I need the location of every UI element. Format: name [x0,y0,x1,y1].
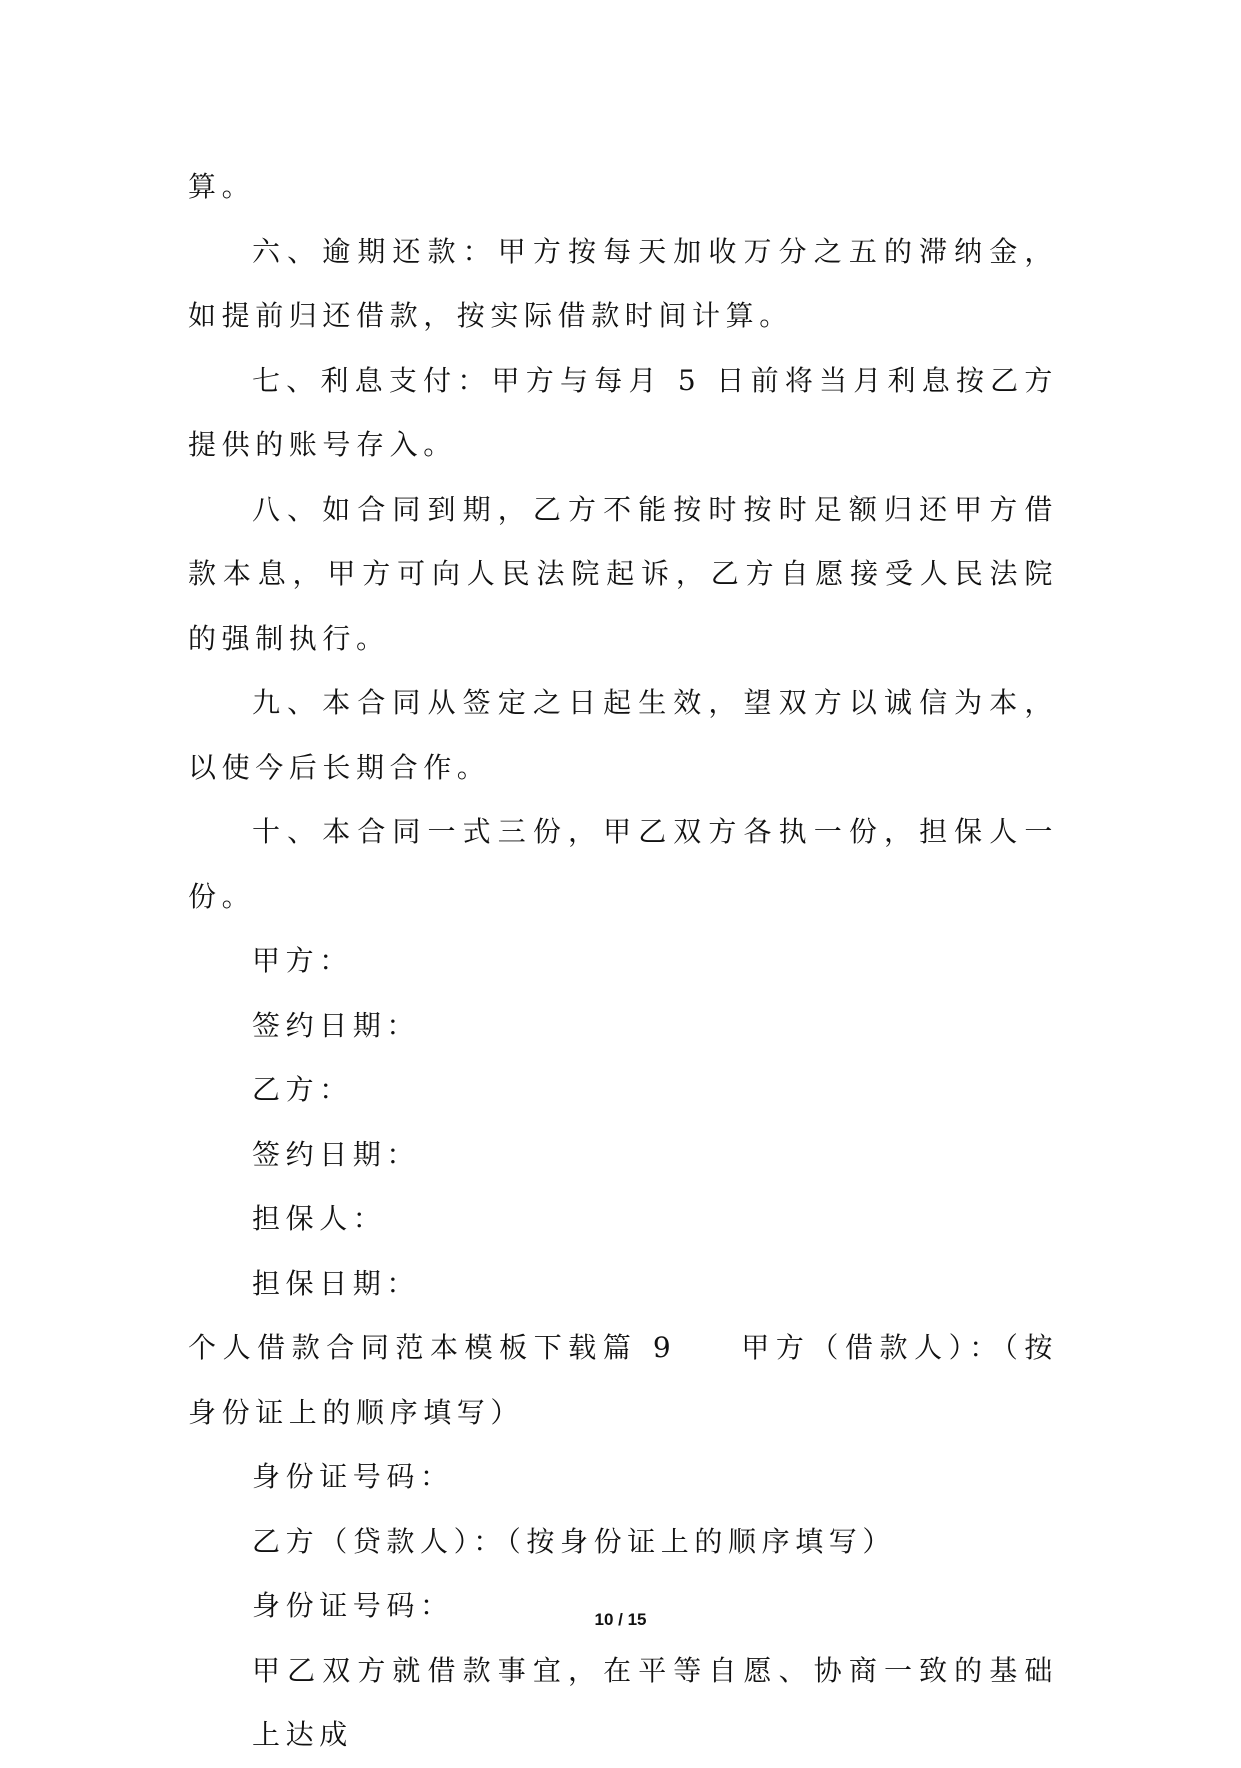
signature-line: 签约日期： [252,1008,421,1042]
signature-line: 担保日期： [252,1266,421,1300]
form-field-line: 乙方（贷款人）：（按身份证上的顺序填写） [252,1524,897,1558]
paragraph: 七、利息支付：甲方与每月 5 日前将当月利息按乙方提供的账号存入。 [188,363,1058,461]
signature-line: 甲方： [252,944,353,977]
form-field-line: 身份证号码： [252,1589,454,1622]
form-field-line: 身份证号码： [252,1460,454,1493]
paragraph: 甲乙双方就借款事宜，在平等自愿、协商一致的基础上达成 [252,1653,1058,1751]
document-body [188,155,1058,1768]
paragraph: 九、本合同从签定之日起生效，望双方以诚信为本，以使今后长期合作。 [188,686,1058,784]
paragraph: 八、如合同到期，乙方不能按时按时足额归还甲方借款本息，甲方可向人民法院起诉，乙方自愿接受人民法院的强制执行。 [188,492,1058,655]
signature-line: 签约日期： [252,1137,421,1171]
page-number: 10 / 15 [594,1610,647,1629]
party-a-line: 甲方（借款人）：（按身份证上的顺序填写） [188,1331,1058,1429]
paragraph: 十、本合同一式三份，甲乙双方各执一份，担保人一份。 [188,815,1058,913]
section-heading-paragraph [188,1316,1058,1445]
section-title: 个人借款合同范本模板下载篇 9 [188,1331,677,1364]
signature-line: 担保人： [252,1202,387,1235]
paragraph: 算。 [188,170,256,203]
paragraph: 六、逾期还款：甲方按每天加收万分之五的滞纳金，如提前归还借款，按实际借款时间计算。 [188,234,1058,332]
signature-line: 乙方： [252,1073,353,1106]
